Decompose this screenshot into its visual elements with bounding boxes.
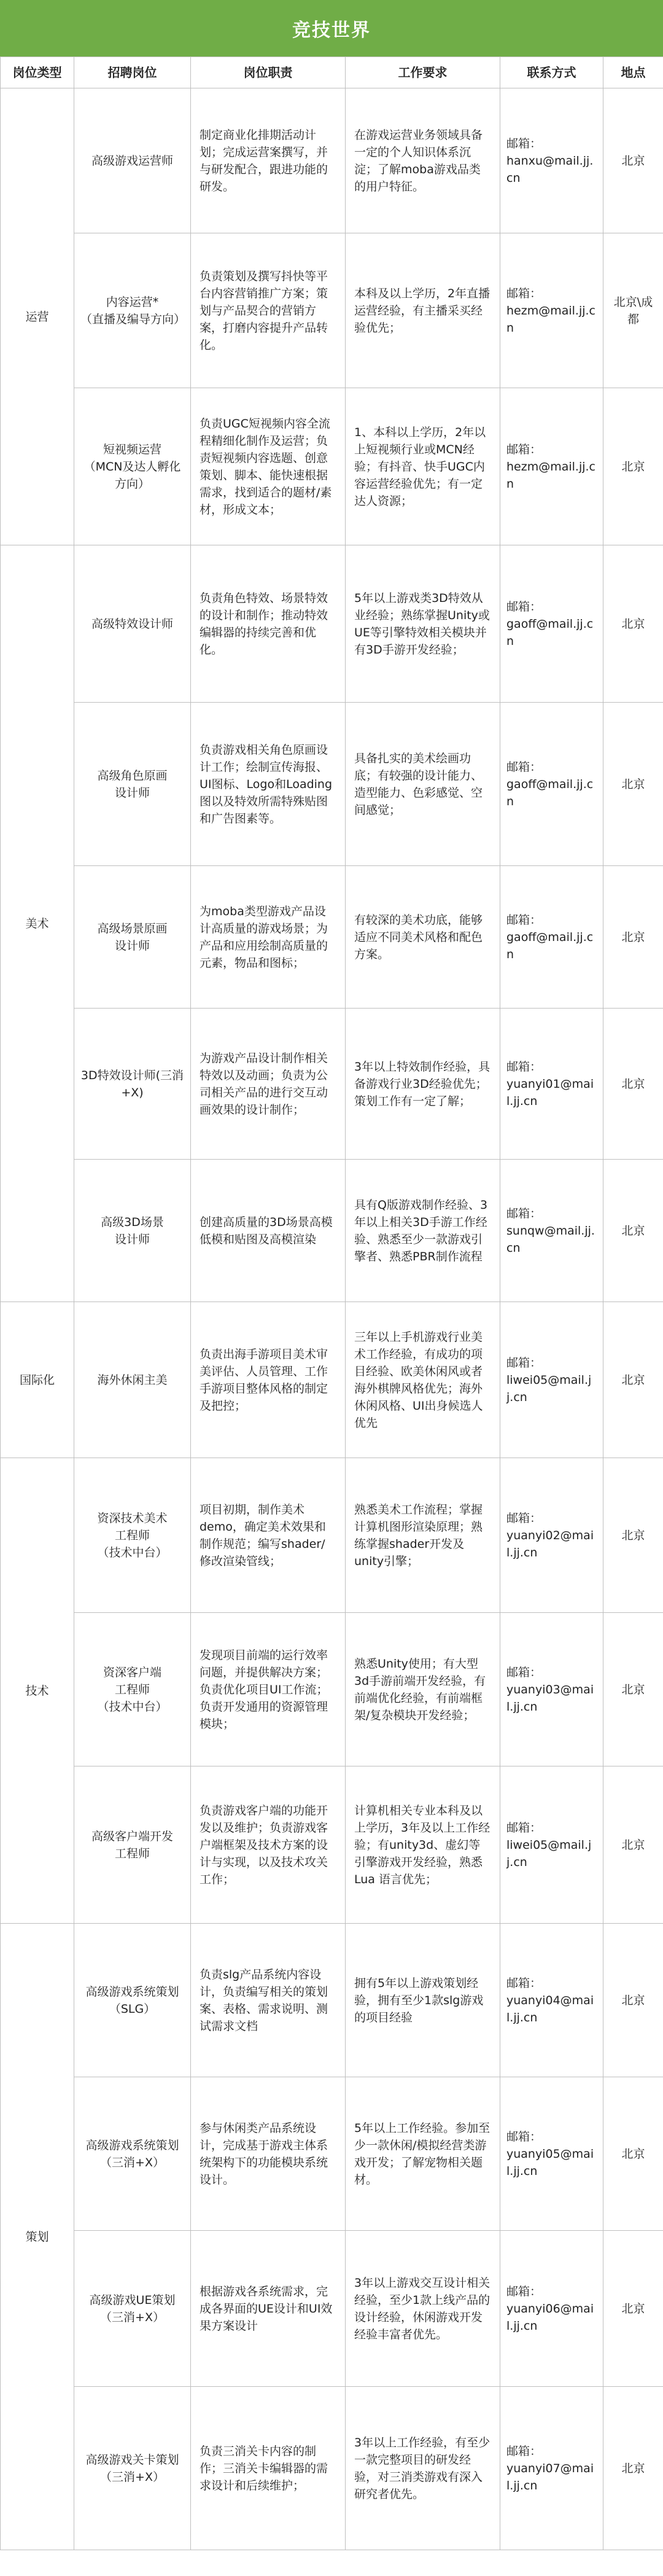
- table-row: [1, 1302, 663, 1458]
- table-row: [1, 866, 663, 1009]
- contact-email: 邮箱： liwei05@mail.jj.cn: [500, 1766, 603, 1924]
- position-title: 资深客户端 工程师 （技术中台）: [74, 1613, 191, 1766]
- contact-email: 邮箱： yuanyi06@mail.jj.cn: [500, 2231, 603, 2387]
- table-row: [1, 2077, 663, 2231]
- location-cell: 北京: [603, 2231, 663, 2387]
- position-title: 高级特效设计师: [74, 545, 191, 703]
- table-row: [1, 233, 663, 388]
- contact-email: 邮箱： liwei05@mail.jj.cn: [500, 1302, 603, 1458]
- location-cell: 北京: [603, 1009, 663, 1160]
- table-row: [1, 388, 663, 545]
- contact-email: 邮箱： yuanyi04@mail.jj.cn: [500, 1924, 603, 2077]
- table-row: [1, 1766, 663, 1924]
- requirements-cell: 在游戏运营业务领域具备一定的个人知识体系沉淀；了解moba游戏品类的用户特征。: [346, 88, 500, 233]
- table-row: [1, 88, 663, 233]
- table-row: [1, 1009, 663, 1160]
- table-row: [1, 2231, 663, 2387]
- category-cell: 技术: [1, 1458, 74, 1924]
- contact-email: 邮箱： gaoff@mail.jj.cn: [500, 703, 603, 866]
- category-cell: 策划: [1, 1924, 74, 2550]
- location-cell: 北京: [603, 545, 663, 703]
- duties-cell: 负责三消关卡内容的制作；三消关卡编辑器的需求设计和后续维护；: [191, 2387, 346, 2550]
- duties-cell: 根据游戏各系统需求，完成各界面的UE设计和UI效果方案设计: [191, 2231, 346, 2387]
- duties-cell: 负责UGC短视频内容全流程精细化制作及运营；负责短视频内容选题、创意策划、脚本、能快速根据需求，找到适合的题材/素材，形成文本；: [191, 388, 346, 545]
- position-title: 高级游戏UE策划 （三消+X）: [74, 2231, 191, 2387]
- contact-email: 邮箱： hezm@mail.jj.cn: [500, 233, 603, 388]
- requirements-cell: 具有Q版游戏制作经验、3年以上相关3D手游工作经验、熟悉至少一款游戏引擎者、熟悉PBR制作流程: [346, 1160, 500, 1302]
- header-duties: 岗位职责: [191, 57, 346, 88]
- position-title: 高级游戏运营师: [74, 88, 191, 233]
- duties-cell: 创建高质量的3D场景高模低模和贴图及高模渲染: [191, 1160, 346, 1302]
- position-title: 高级游戏关卡策划 （三消+X）: [74, 2387, 191, 2550]
- location-cell: 北京: [603, 703, 663, 866]
- table-row: [1, 545, 663, 703]
- location-cell: 北京: [603, 1766, 663, 1924]
- requirements-cell: 5年以上工作经验。参加至少一款休闲/模拟经营类游戏开发；了解宠物相关题材。: [346, 2077, 500, 2231]
- requirements-cell: 计算机相关专业本科及以上学历，3年及以上工作经验；有unity3d、虚幻等引擎游戏开发经验，熟悉 Lua 语言优先；: [346, 1766, 500, 1924]
- contact-email: 邮箱： yuanyi05@mail.jj.cn: [500, 2077, 603, 2231]
- duties-cell: 负责策划及撰写抖快等平台内容营销推广方案；策划与产品契合的营销方案，打磨内容提升产品转化。: [191, 233, 346, 388]
- category-cell: 运营: [1, 88, 74, 545]
- position-title: 海外休闲主美: [74, 1302, 191, 1458]
- table-row: [1, 703, 663, 866]
- header-category: 岗位类型: [1, 57, 74, 88]
- contact-email: 邮箱： sunqw@mail.jj.cn: [500, 1160, 603, 1302]
- table-row: [1, 2387, 663, 2550]
- location-cell: 北京\成都: [603, 233, 663, 388]
- contact-email: 邮箱： yuanyi01@mail.jj.cn: [500, 1009, 603, 1160]
- duties-cell: 为moba类型游戏产品设计高质量的游戏场景；为产品和应用绘制高质量的元素，物品和图标；: [191, 866, 346, 1009]
- contact-email: 邮箱： yuanyi02@mail.jj.cn: [500, 1458, 603, 1613]
- category-cell: 美术: [1, 545, 74, 1302]
- table-row: [1, 1160, 663, 1302]
- location-cell: 北京: [603, 1302, 663, 1458]
- location-cell: 北京: [603, 2387, 663, 2550]
- requirements-cell: 本科及以上学历，2年直播运营经验，有主播采买经验优先；: [346, 233, 500, 388]
- position-title: 内容运营* （直播及编导方向）: [74, 233, 191, 388]
- location-cell: 北京: [603, 1160, 663, 1302]
- position-title: 资深技术美术 工程师 （技术中台）: [74, 1458, 191, 1613]
- requirements-cell: 拥有5年以上游戏策划经验，拥有至少1款slg游戏的项目经验: [346, 1924, 500, 2077]
- position-title: 高级游戏系统策划 （三消+X）: [74, 2077, 191, 2231]
- duties-cell: 发现项目前端的运行效率问题，并提供解决方案；负责优化项目UI工作流；负责开发通用的资源管理模块；: [191, 1613, 346, 1766]
- location-cell: 北京: [603, 1924, 663, 2077]
- duties-cell: 负责游戏相关角色原画设计工作；绘制宣传海报、UI图标、Logo和Loading图以及特效所需特殊贴图和广告图素等。: [191, 703, 346, 866]
- duties-cell: 参与休闲类产品系统设计，完成基于游戏主体系统架构下的功能模块系统设计。: [191, 2077, 346, 2231]
- location-cell: 北京: [603, 388, 663, 545]
- requirements-cell: 具备扎实的美术绘画功底；有较强的设计能力、造型能力、色彩感觉、空间感觉；: [346, 703, 500, 866]
- duties-cell: 制定商业化排期活动计划；完成运营案撰写，并与研发配合，跟进功能的研发。: [191, 88, 346, 233]
- position-title: 高级客户端开发 工程师: [74, 1766, 191, 1924]
- table-row: [1, 1924, 663, 2077]
- requirements-cell: 三年以上手机游戏行业美术工作经验，有成功的项目经验、欧美休闲风或者海外棋牌风格优先；海外休闲风格、UI出身候选人优先: [346, 1302, 500, 1458]
- header-row: [1, 57, 663, 88]
- page-title: 竞技世界: [0, 0, 663, 57]
- position-title: 高级3D场景 设计师: [74, 1160, 191, 1302]
- duties-cell: 负责slg产品系统内容设计，负责编写相关的策划案、表格、需求说明、测试需求文档: [191, 1924, 346, 2077]
- header-requirements: 工作要求: [346, 57, 500, 88]
- table-row: [1, 1458, 663, 1613]
- requirements-cell: 熟悉Unity使用；有大型3d手游前端开发经验，有前端优化经验，有前端框架/复杂模块开发经验；: [346, 1613, 500, 1766]
- header-location: 地点: [603, 57, 663, 88]
- location-cell: 北京: [603, 88, 663, 233]
- header-contact: 联系方式: [500, 57, 603, 88]
- location-cell: 北京: [603, 2077, 663, 2231]
- requirements-cell: 有较深的美术功底，能够适应不同美术风格和配色方案。: [346, 866, 500, 1009]
- table-row: [1, 1613, 663, 1766]
- contact-email: 邮箱： gaoff@mail.jj.cn: [500, 545, 603, 703]
- contact-email: 邮箱： hanxu@mail.jj.cn: [500, 88, 603, 233]
- requirements-cell: 熟悉美术工作流程；掌握计算机图形渲染原理；熟练掌握shader开发及unity引擎；: [346, 1458, 500, 1613]
- location-cell: 北京: [603, 1458, 663, 1613]
- contact-email: 邮箱： gaoff@mail.jj.cn: [500, 866, 603, 1009]
- position-title: 高级角色原画 设计师: [74, 703, 191, 866]
- duties-cell: 项目初期，制作美术demo，确定美术效果和制作规范；编写shader/修改渲染管线；: [191, 1458, 346, 1613]
- requirements-cell: 3年以上特效制作经验，具备游戏行业3D经验优先；策划工作有一定了解；: [346, 1009, 500, 1160]
- location-cell: 北京: [603, 866, 663, 1009]
- contact-email: 邮箱： yuanyi07@mail.jj.cn: [500, 2387, 603, 2550]
- duties-cell: 负责出海手游项目美术审美评估、人员管理、工作手游项目整体风格的制定及把控；: [191, 1302, 346, 1458]
- position-title: 3D特效设计师(三消+X): [74, 1009, 191, 1160]
- position-title: 短视频运营 （MCN及达人孵化方向）: [74, 388, 191, 545]
- requirements-cell: 1、本科以上学历，2年以上短视频行业或MCN经验；有抖音、快手UGC内容运营经验优先；有一定达人资源；: [346, 388, 500, 545]
- location-cell: 北京: [603, 1613, 663, 1766]
- requirements-cell: 3年以上工作经验，有至少一款完整项目的研发经验，对三消类游戏有深入研究者优先。: [346, 2387, 500, 2550]
- contact-email: 邮箱： yuanyi03@mail.jj.cn: [500, 1613, 603, 1766]
- duties-cell: 负责角色特效、场景特效的设计和制作；推动特效编辑器的持续完善和优化。: [191, 545, 346, 703]
- recruitment-table: [0, 57, 663, 2550]
- position-title: 高级场景原画 设计师: [74, 866, 191, 1009]
- requirements-cell: 3年以上游戏交互设计相关经验，至少1款上线产品的设计经验，休闲游戏开发经验丰富者优先。: [346, 2231, 500, 2387]
- contact-email: 邮箱： hezm@mail.jj.cn: [500, 388, 603, 545]
- header-position: 招聘岗位: [74, 57, 191, 88]
- duties-cell: 负责游戏客户端的功能开发以及维护；负责游戏客户端框架及技术方案的设计与实现，以及技术攻关工作；: [191, 1766, 346, 1924]
- duties-cell: 为游戏产品设计制作相关特效以及动画；负责为公司相关产品的进行交互动画效果的设计制作；: [191, 1009, 346, 1160]
- category-cell: 国际化: [1, 1302, 74, 1458]
- requirements-cell: 5年以上游戏类3D特效从业经验；熟练掌握Unity或UE等引擎特效相关模块并有3D手游开发经验；: [346, 545, 500, 703]
- position-title: 高级游戏系统策划 （SLG）: [74, 1924, 191, 2077]
